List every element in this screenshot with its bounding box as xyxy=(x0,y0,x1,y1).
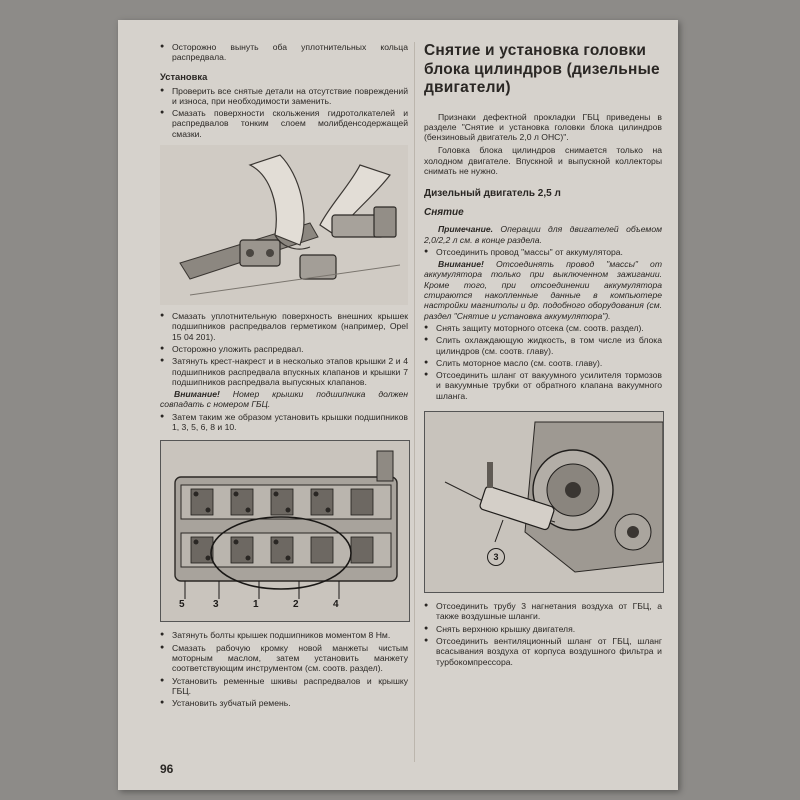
warning-text: Отсоединять провод "массы" от аккумулятора только при выключенном зажигании. Кроме того, при отсоединении аккумулятора стираются накопленные данные в компьютере настройки магнитолы и др. подобного оборудования (см. раздел "Снятие и установка аккумулятора"). xyxy=(424,259,662,321)
list-item: ● Осторожно вынуть оба уплотнительных кольца распредвала. xyxy=(160,42,408,63)
camshaft-caps-drawing xyxy=(160,145,408,305)
list-item: ● Слить моторное масло (см. соотв. главу). xyxy=(424,358,662,368)
cylinder-head-drawing xyxy=(161,441,409,621)
remark-label: Примечание. xyxy=(438,224,493,235)
left-column xyxy=(160,42,408,710)
removal-list-c xyxy=(424,601,662,667)
cap-label-2: 2 xyxy=(293,599,299,611)
list-item: ● Затем таким же образом установить крышки подшипников 1, 3, 5, 6, 8 и 10. xyxy=(160,412,408,433)
manual-page xyxy=(118,20,678,790)
list-item: ● Смазать поверхности скольжения гидротолкателей и распредвалов тонким слоем молибденсодержащей смазки. xyxy=(160,108,408,139)
warning-label: Внимание! xyxy=(174,389,220,400)
list-item: ● Проверить все снятые детали на отсутствие повреждений и износа, при необходимости заменить. xyxy=(160,86,408,107)
remark-note xyxy=(424,224,662,245)
final-list xyxy=(160,630,408,708)
sealing-list xyxy=(160,311,408,387)
install-heading: Установка xyxy=(160,70,208,82)
paragraph: Головка блока цилиндров снимается только на холодном двигателе. Впускной и выпускной коллекторы снимать не нужно. xyxy=(424,145,662,176)
install-list xyxy=(160,86,408,139)
cap-label-3: 3 xyxy=(213,599,219,611)
section-title: Снятие и установка головки блока цилиндров (дизельные двигатели) xyxy=(424,42,660,96)
list-item: ● Отсоединить вентиляционный шланг от ГБЦ, шланг всасывания воздуха от корпуса воздушного фильтра и турбокомпрессора. xyxy=(424,636,662,667)
warning-label: Внимание! xyxy=(438,259,484,270)
list-item: ● Снять верхнюю крышку двигателя. xyxy=(424,624,662,634)
list-item: ● Затянуть крест-накрест и в несколько этапов крышки 2 и 4 подшипников распредвала впускных клапанов и крышки 7 подшипников распредвала выпускных клапанов. xyxy=(160,356,408,387)
diesel-heading: Дизельный двигатель 2,5 л xyxy=(424,188,561,200)
caps-list xyxy=(160,412,408,433)
list-item: ● Отсоединить провод "массы" от аккумулятора. xyxy=(424,247,662,257)
engine-drawing xyxy=(425,412,663,592)
camshaft-caps-illustration xyxy=(160,145,408,305)
list-item: ● Смазать рабочую кромку новой манжеты чистым моторным маслом, затем установить манжету соответствующим инструментом (см. соотв. раздел). xyxy=(160,643,408,674)
column-divider xyxy=(414,42,415,762)
list-item: ● Смазать уплотнительную поверхность внешних крышек подшипников распредвалов герметиком (например, Opel 15 04 201). xyxy=(160,311,408,342)
list-item: ● Слить охлаждающую жидкость, в том числе из блока цилиндров (см. соотв. главу). xyxy=(424,335,662,356)
cylinder-head-diagram xyxy=(160,440,410,622)
list-item: ● Осторожно уложить распредвал. xyxy=(160,344,408,354)
list-item: ● Затянуть болты крышек подшипников моментом 8 Нм. xyxy=(160,630,408,640)
page-number: 96 xyxy=(160,762,174,776)
right-column xyxy=(424,42,662,669)
removal-heading: Снятие xyxy=(424,207,464,219)
warning-note xyxy=(160,389,408,410)
removal-list-b xyxy=(424,323,662,401)
list-item: ● Снять защиту моторного отсека (см. соотв. раздел). xyxy=(424,323,662,333)
paragraph: Признаки дефектной прокладки ГБЦ приведены в разделе "Снятие и установка головки блока цилиндров (бензиновый двигатель 2,0 л ОНС)". xyxy=(424,111,662,143)
cap-label-5: 5 xyxy=(179,599,185,611)
list-item: ● Отсоединить шланг от вакуумного усилителя тормозов и вакуумные трубки от обратного клапана вакуумного шланга. xyxy=(424,370,662,401)
engine-air-pipe-illustration xyxy=(424,411,664,593)
list-item: ● Установить ременные шкивы распредвалов и крышку ГБЦ. xyxy=(160,676,408,697)
cap-label-4: 4 xyxy=(333,599,339,611)
removal-list-a xyxy=(424,247,662,257)
remark-text: Операции для двигателей объемом 2,0/2,2 л см. в конце раздела. xyxy=(424,224,662,245)
pipe-callout-3: 3 xyxy=(487,548,505,566)
battery-warning-note xyxy=(424,259,662,321)
warning-text: Номер крышки подшипника должен совпадать с номером ГБЦ. xyxy=(160,389,408,410)
cap-label-1: 1 xyxy=(253,599,259,611)
intro-list xyxy=(160,42,408,63)
list-item: ● Установить зубчатый ремень. xyxy=(160,698,408,708)
list-item: ● Отсоединить трубу 3 нагнетания воздуха от ГБЦ, а также воздушные шланги. xyxy=(424,601,662,622)
